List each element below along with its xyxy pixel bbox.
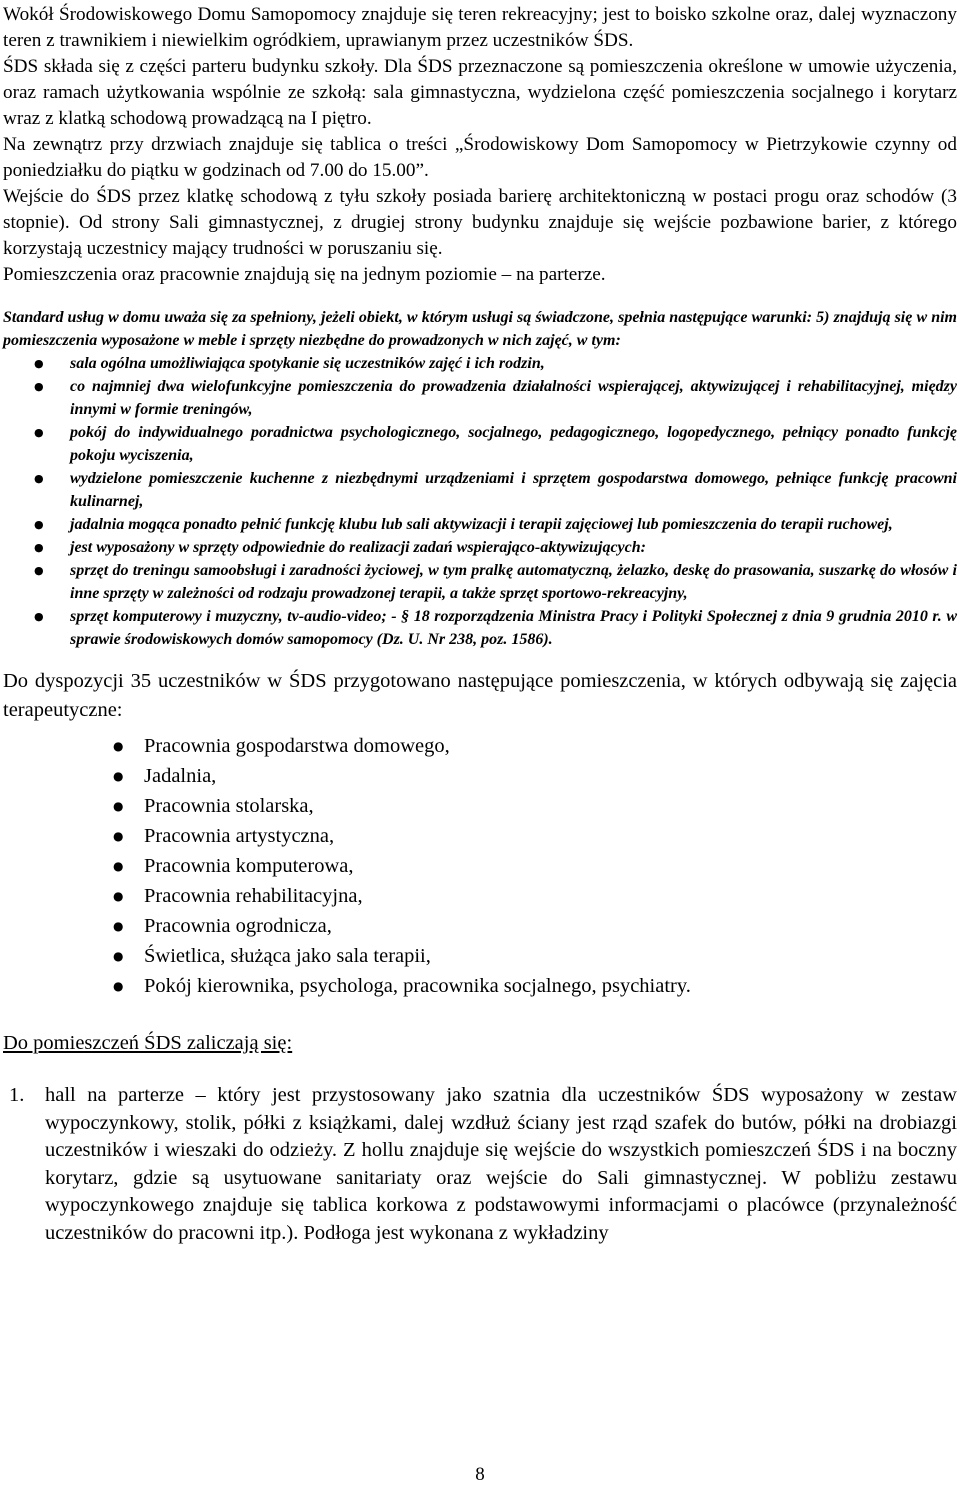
numbered-item-number: 1.	[9, 1084, 25, 1106]
list-item: ● wydzielone pomieszczenie kuchenne z niezbędnymi urządzeniami i sprzętem gospodarstwa domowego, pełniące funkcję pracowni kulinarnej,	[3, 467, 957, 513]
list-item: ● jadalnia mogąca ponadto pełnić funkcję klubu lub sali aktywizacji i terapii zajęciowej lub pomieszczenia do terapii ruchowej,	[3, 513, 957, 536]
rooms-list	[3, 731, 957, 1001]
rooms-intro-text: Do dyspozycji 35 uczestników w ŚDS przygotowano następujące pomieszczenia, w których odbywają się zajęcia terapeutyczne:	[3, 670, 957, 721]
list-item: ● sprzęt do treningu samoobsługi i zaradności życiowej, w tym pralkę automatyczną, żelazko, deskę do prasowania, suszarkę do włosów i inne sprzęty w zależności od rodzaju prowadzonej terapii, a także sprzęt sportowo-rekreacyjny,	[3, 559, 957, 605]
list-item: ● Pracownia gospodarstwa domowego,	[3, 731, 957, 761]
intro-paragraph-signboard: Na zewnątrz przy drzwiach znajduje się tablica o treści „Środowiskowy Dom Samopomocy w Pietrzykowie czynny od poniedziałku do piątku w godzinach od 7.00 do 15.00”.	[3, 134, 957, 181]
intro-paragraph-level: Pomieszczenia oraz pracownie znajdują się na jednym poziomie – na parterze.	[3, 264, 606, 285]
list-item: ● sprzęt komputerowy i muzyczny, tv-audio-video; - § 18 rozporządzenia Ministra Pracy i Polityki Społecznej z dnia 9 grudnia 2010 r. w sprawie środowiskowych domów samopomocy (Dz. U. Nr 238, poz. 1586).	[3, 605, 957, 651]
list-item: ● pokój do indywidualnego poradnictwa psychologicznego, socjalnego, pedagogicznego, logopedycznego, pełniący ponadto funkcję pokoju wyciszenia,	[3, 421, 957, 467]
standard-list	[3, 352, 957, 651]
intro-paragraph-entrance: Wejście do ŚDS przez klatkę schodową z tyłu szkoły posiada barierę architektoniczną w postaci progu oraz schodów (3 stopnie). Od strony Sali gimnastycznej, z drugiej strony budynku znajduje się wejście pozbawione barier, z którego korzystają uczestnicy mający trudności w poruszaniu się.	[3, 186, 957, 259]
list-item: ● Pracownia stolarska,	[3, 791, 957, 821]
standard-intro: Standard usług w domu uważa się za spełniony, jeżeli obiekt, w którym usługi są świadczone, spełnia następujące warunki: 5) znajdują się w nim pomieszczenia wyposażone w meble i sprzęty niezbędne do prowadzonych w nich zajęć, w tym:	[3, 309, 957, 349]
list-item: ● Pracownia komputerowa,	[3, 851, 957, 881]
list-item: ● Pracownia artystyczna,	[3, 821, 957, 851]
intro-paragraph-recreation: Wokół Środowiskowego Domu Samopomocy znajduje się teren rekreacyjny; jest to boisko szkolne oraz, dalej wyznaczony teren z trawnikiem i niewielkim ogródkiem, uprawianym przez uczestników ŚDS.	[3, 4, 957, 51]
rooms-heading-text: Do pomieszczeń ŚDS zaliczają się:	[3, 1032, 293, 1054]
rooms-intro-section	[3, 667, 957, 725]
page-number: 8	[475, 1464, 485, 1485]
numbered-list	[3, 1082, 957, 1247]
list-item: ● jest wyposażony w sprzęty odpowiednie do realizacji zadań wspierająco-aktywizujących:	[3, 536, 957, 559]
list-item: ● Świetlica, służąca jako sala terapii,	[3, 941, 957, 971]
list-item: ● co najmniej dwa wielofunkcyjne pomieszczenia do prowadzenia działalności wspierającej, aktywizującej i rehabilitacyjnej, między innymi w formie treningów,	[3, 375, 957, 421]
rooms-heading	[3, 1029, 957, 1058]
numbered-item-text: hall na parterze – który jest przystosowany jako szatnia dla uczestników ŚDS wyposażony w zestaw wypoczynkowy, stolik, półki z książkami, dalej wzdłuż ściany jest rząd szafek do butów, półki na drobiazgi uczestników i wieszaki do odzieży. Z hollu znajduje się wejście do wszystkich pomieszczeń ŚDS i na boczny korytarz, gdzie są usytuowane sanitariaty oraz wejście do Sali gimnastycznej. W pobliżu zestawu wypoczynkowego znajduje się tablica korkowa z podstawowymi informacjami o placówce (przynależność uczestników do pracowni itp.). Podłoga jest wykonana z wykładziny	[45, 1084, 957, 1244]
list-item: ● sala ogólna umożliwiająca spotykanie się uczestników zajęć i ich rodzin,	[3, 352, 957, 375]
numbered-item	[3, 1082, 957, 1247]
list-item: ● Pokój kierownika, psychologa, pracownika socjalnego, psychiatry.	[3, 971, 957, 1001]
intro-section	[3, 2, 957, 288]
list-item: ● Pracownia ogrodnicza,	[3, 911, 957, 941]
standard-section	[3, 306, 957, 651]
list-item: ● Jadalnia,	[3, 761, 957, 791]
intro-paragraph-premises: ŚDS składa się z części parteru budynku szkoły. Dla ŚDS przeznaczone są pomieszczenia określone w umowie użyczenia, oraz ramach użytkowania wspólnie ze szkołą: sala gimnastyczna, wydzielona część pomieszczenia socjalnego i korytarz wraz z klatką schodową prowadzącą na I piętro.	[3, 56, 957, 129]
list-item: ● Pracownia rehabilitacyjna,	[3, 881, 957, 911]
